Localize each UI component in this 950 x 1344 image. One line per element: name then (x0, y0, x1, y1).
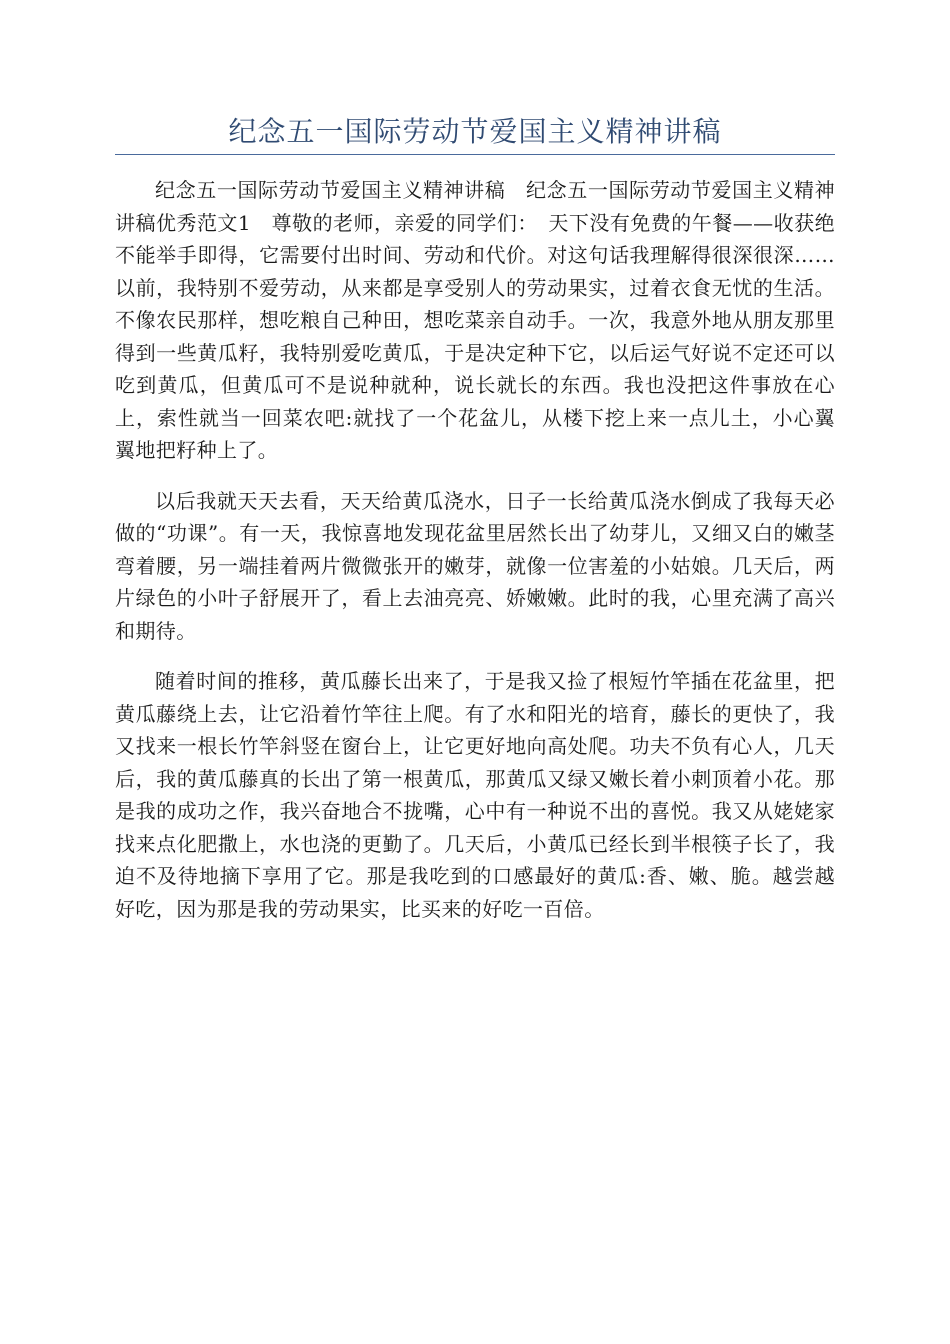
page-title: 纪念五一国际劳动节爱国主义精神讲稿 (228, 115, 722, 148)
paragraph-1: 纪念五一国际劳动节爱国主义精神讲稿 纪念五一国际劳动节爱国主义精神讲稿优秀范文1 尊敬的老师，亲爱的同学们： 天下没有免费的午餐——收获绝不能举手即得，它需要付出时间、劳动和代价。对这句话我理解得很深很深…… 以前，我特别不爱劳动，从来都是享受别人的劳动果实，过着衣食无忧的生活。不像农民那样，想吃粮自己种田，想吃菜亲自动手。一次，我意外地从朋友那里得到一些黄瓜籽，我特别爱吃黄瓜，于是决定种下它，以后运气好说不定还可以吃到黄瓜，但黄瓜可不是说种就种，说长就长的东西。我也没把这件事放在心上，索性就当一回菜农吧:就找了一个花盆儿，从楼下挖上来一点儿土，小心翼翼地把籽种上了。 (115, 178, 856, 462)
document-body (115, 174, 856, 943)
title-divider (115, 154, 835, 155)
paragraph-2: 以后我就天天去看，天天给黄瓜浇水，日子一长给黄瓜浇水倒成了我每天必做的“功课”。有一天，我惊喜地发现花盆里居然长出了幼芽儿，又细又白的嫩茎弯着腰，另一端挂着两片微微张开的嫩芽，就像一位害羞的小姑娘。几天后，两片绿色的小叶子舒展开了，看上去油亮亮、娇嫩嫩。此时的我，心里充满了高兴和期待。 (115, 488, 835, 643)
paragraph-3: 随着时间的推移，黄瓜藤长出来了，于是我又捡了根短竹竿插在花盆里，把黄瓜藤绕上去，让它沿着竹竿往上爬。有了水和阳光的培育，藤长的更快了，我又找来一根长竹竿斜竖在窗台上，让它更好地向高处爬。功夫不负有心人，几天后，我的黄瓜藤真的长出了第一根黄瓜，那黄瓜又绿又嫩长着小刺顶着小花。那是我的成功之作，我兴奋地合不拢嘴，心中有一种说不出的喜悦。我又从姥姥家找来点化肥撒上，水也浇的更勤了。几天后，小黄瓜已经长到半根筷子长了，我迫不及待地摘下享用了它。那是我吃到的口感最好的黄瓜:香、嫩、脆。越尝越好吃，因为那是我的劳动果实，比买来的好吃一百倍。 (115, 669, 835, 921)
